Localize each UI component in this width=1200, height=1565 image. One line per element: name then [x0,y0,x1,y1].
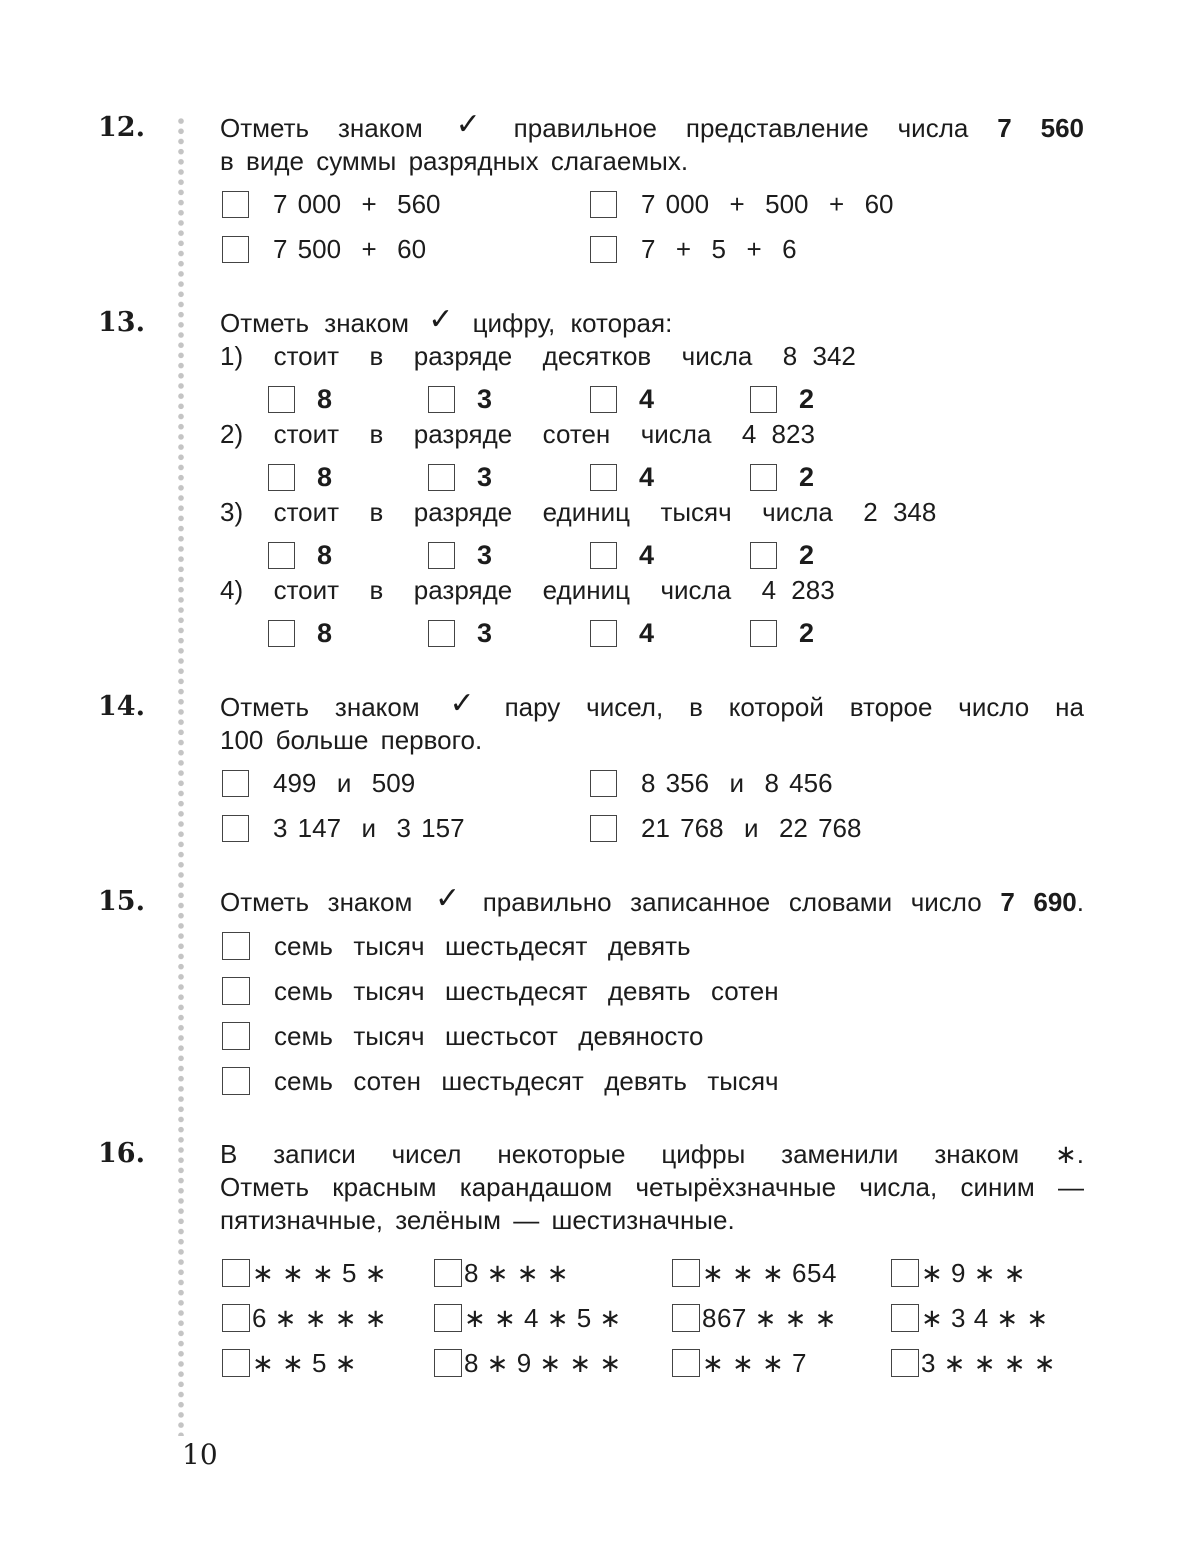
target-number: 7 690 [1000,887,1077,917]
task-number: 13. [98,307,145,338]
checkmark-icon: ✓ [434,882,461,915]
answer-checkbox[interactable] [428,464,455,491]
number-item[interactable] [672,1302,837,1334]
answer-checkbox[interactable] [434,1259,462,1287]
option-row[interactable] [222,233,426,265]
digit-label: 4 [639,540,655,570]
digit-label: 3 [477,462,493,492]
option-label: 7 000 + 500 + 60 [641,189,894,219]
digit-label: 4 [639,618,655,648]
number-item[interactable] [434,1257,569,1289]
statement-text: цифру, которая: [472,308,673,338]
option-label: семь тысяч шестьсот девяносто [274,1021,704,1051]
option-row[interactable] [222,812,465,844]
option-label: семь тысяч шестьдесят девять [274,931,691,961]
task-statement-line-1 [220,687,1084,724]
masked-number: ∗ 3 4 ∗ ∗ [921,1303,1049,1333]
answer-checkbox[interactable] [428,620,455,647]
option-row[interactable] [590,233,797,265]
answer-checkbox[interactable] [590,542,617,569]
digit-label: 2 [799,462,815,492]
masked-number: 8 ∗ 9 ∗ ∗ ∗ [464,1348,622,1378]
number-item[interactable] [434,1347,622,1379]
answer-checkbox[interactable] [222,1022,250,1050]
option-label: 7 500 + 60 [273,234,427,264]
task-statement-line-3: пятизначные, зелёным — шестизначные. [220,1205,735,1235]
option-row[interactable] [222,188,441,220]
statement-text: Отметь знаком [220,692,420,722]
statement-text: Отметь знаком [220,308,410,338]
number-item[interactable] [222,1347,357,1379]
option-label: семь сотен шестьдесят девять тысяч [274,1066,779,1096]
answer-checkbox[interactable] [750,620,777,647]
answer-checkbox[interactable] [434,1349,462,1377]
answer-checkbox[interactable] [222,236,249,263]
digit-label: 8 [317,618,333,648]
number-item[interactable] [222,1257,387,1289]
digit-label: 8 [317,462,333,492]
subquestion-2: 2) стоит в разряде сотен числа 4 823 [220,419,815,449]
answer-checkbox[interactable] [750,386,777,413]
answer-checkbox[interactable] [222,1067,250,1095]
option-label: 7 000 + 560 [273,189,441,219]
answer-checkbox[interactable] [428,542,455,569]
digit-label: 2 [799,618,815,648]
digit-label: 3 [477,384,493,414]
option-label: 8 356 и 8 456 [641,768,833,798]
answer-checkbox[interactable] [268,464,295,491]
answer-checkbox[interactable] [590,815,617,842]
statement-text: пару чисел, в которой второе число на [504,692,1084,722]
answer-checkbox[interactable] [222,932,250,960]
option-label: семь тысяч шестьдесят девять сотен [274,976,779,1006]
number-item[interactable] [891,1347,1056,1379]
digit-option[interactable] [268,461,332,493]
digit-option[interactable] [750,461,814,493]
option-row[interactable] [590,767,833,799]
masked-number: ∗ ∗ ∗ 654 [702,1258,837,1288]
answer-checkbox[interactable] [750,542,777,569]
answer-checkbox[interactable] [590,236,617,263]
option-row[interactable] [590,812,861,844]
masked-number: 6 ∗ ∗ ∗ ∗ [252,1303,387,1333]
task-number: 16. [98,1138,145,1169]
option-label: 7 + 5 + 6 [641,234,797,264]
checkmark-icon: ✓ [455,108,481,141]
number-item[interactable] [672,1257,837,1289]
masked-number: ∗ ∗ ∗ 7 [702,1348,807,1378]
answer-checkbox[interactable] [222,770,249,797]
digit-option[interactable] [750,383,814,415]
option-row[interactable] [222,767,415,799]
masked-number: ∗ ∗ ∗ 5 ∗ [252,1258,387,1288]
answer-checkbox[interactable] [268,542,295,569]
answer-checkbox[interactable] [590,770,617,797]
digit-label: 8 [317,384,333,414]
digit-option[interactable] [428,383,492,415]
option-row[interactable] [222,1065,779,1097]
statement-text: Отметь знаком [220,113,423,143]
masked-number: 8 ∗ ∗ ∗ [464,1258,569,1288]
checkmark-icon: ✓ [449,687,475,720]
subquestion-3: 3) стоит в разряде единиц тысяч числа 2 348 [220,497,937,527]
answer-checkbox[interactable] [672,1349,700,1377]
answer-checkbox[interactable] [590,620,617,647]
task-statement-line-2: Отметь красным карандашом четырёхзначные числа, синим — [220,1172,1084,1202]
number-item[interactable] [672,1347,807,1379]
digit-label: 3 [477,618,493,648]
punctuation: . [1076,887,1084,917]
answer-checkbox[interactable] [222,191,249,218]
digit-label: 8 [317,540,333,570]
subquestion-4: 4) стоит в разряде единиц числа 4 283 [220,575,835,605]
option-row[interactable] [590,188,894,220]
option-row[interactable] [222,1020,703,1052]
subquestion-1: 1) стоит в разряде десятков числа 8 342 [220,341,856,371]
answer-checkbox[interactable] [672,1259,700,1287]
digit-option[interactable] [590,383,654,415]
masked-number: 3 ∗ ∗ ∗ ∗ [921,1348,1056,1378]
answer-checkbox[interactable] [222,815,249,842]
digit-label: 4 [639,462,655,492]
task-number: 14. [98,691,145,722]
statement-text: правильное представление числа [513,113,969,143]
answer-checkbox[interactable] [891,1304,919,1332]
answer-checkbox[interactable] [268,386,295,413]
option-label: 21 768 и 22 768 [641,813,862,843]
answer-checkbox[interactable] [222,1304,250,1332]
answer-checkbox[interactable] [222,1349,250,1377]
digit-label: 4 [639,384,655,414]
task-statement-line-1: В записи чисел некоторые цифры заменили знаком ∗. [220,1139,1084,1169]
answer-checkbox[interactable] [590,386,617,413]
masked-number: ∗ 9 ∗ ∗ [921,1258,1026,1288]
answer-checkbox[interactable] [590,464,617,491]
digit-option[interactable] [590,461,654,493]
answer-checkbox[interactable] [672,1304,700,1332]
digit-option[interactable] [590,617,654,649]
number-item[interactable] [891,1302,1049,1334]
number-item[interactable] [891,1257,1026,1289]
digit-option[interactable] [428,539,492,571]
digit-option[interactable] [268,617,332,649]
digit-option[interactable] [268,383,332,415]
target-number: 7 560 [997,113,1084,143]
digit-option[interactable] [428,461,492,493]
task-statement-line-1 [220,303,673,339]
dotted-margin-line [177,116,185,1436]
task-statement-line-1 [220,882,1084,919]
digit-label: 3 [477,540,493,570]
digit-option[interactable] [750,539,814,571]
answer-checkbox[interactable] [891,1259,919,1287]
answer-checkbox[interactable] [268,620,295,647]
number-item[interactable] [434,1302,622,1334]
answer-checkbox[interactable] [891,1349,919,1377]
digit-label: 2 [799,384,815,414]
task-number: 15. [98,886,145,917]
answer-checkbox[interactable] [590,191,617,218]
checkmark-icon: ✓ [428,303,454,336]
option-row[interactable] [222,975,779,1007]
digit-option[interactable] [268,539,332,571]
answer-checkbox[interactable] [222,977,250,1005]
option-row[interactable] [222,930,691,962]
masked-number: ∗ ∗ 5 ∗ [252,1348,357,1378]
option-label: 499 и 509 [273,768,416,798]
statement-text: Отметь знаком [220,887,413,917]
masked-number: 867 ∗ ∗ ∗ [702,1303,837,1333]
masked-number: ∗ ∗ 4 ∗ 5 ∗ [464,1303,622,1333]
task-statement-line-2: в виде суммы разрядных слагаемых. [220,146,689,176]
task-number: 12. [98,112,145,143]
answer-checkbox[interactable] [750,464,777,491]
digit-option[interactable] [750,617,814,649]
answer-checkbox[interactable] [428,386,455,413]
digit-option[interactable] [428,617,492,649]
statement-text: правильно записанное словами число [482,887,982,917]
page-number: 10 [182,1438,218,1471]
digit-option[interactable] [590,539,654,571]
option-label: 3 147 и 3 157 [273,813,465,843]
answer-checkbox[interactable] [434,1304,462,1332]
task-statement-line-2: 100 больше первого. [220,725,483,755]
answer-checkbox[interactable] [222,1259,250,1287]
digit-label: 2 [799,540,815,570]
number-item[interactable] [222,1302,387,1334]
task-statement-line-1 [220,108,1084,145]
